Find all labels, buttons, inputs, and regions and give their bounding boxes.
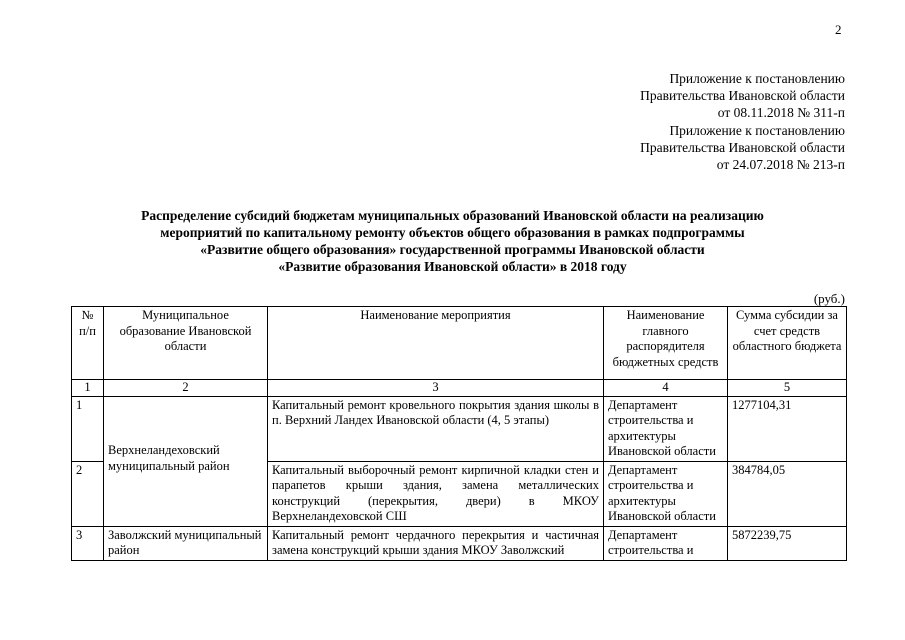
row-number: 1	[72, 396, 104, 461]
amount-cell: 384784,05	[728, 461, 847, 526]
table-row	[72, 396, 847, 461]
appendix-header-2	[640, 122, 845, 173]
appendix-line: от 24.07.2018 № 213-п	[716, 157, 845, 172]
column-number-row	[72, 380, 847, 397]
appendix-line: Правительства Ивановской области	[640, 88, 845, 103]
currency-unit: (руб.)	[813, 291, 845, 306]
row-number: 2	[72, 461, 104, 526]
document-title	[60, 207, 845, 275]
row-number: 3	[72, 526, 104, 560]
municipality-cell: Верхнеландеховский муниципальный район	[104, 396, 268, 526]
municipality-cell: Заволжский муниципальный район	[104, 526, 268, 560]
administrator-cell: Департамент строительства и архитектуры Ивановской области	[604, 396, 728, 461]
column-number: 4	[604, 380, 728, 397]
event-cell: Капитальный ремонт кровельного покрытия здания школы в п. Верхний Ландех Ивановской области (4, 5 этапы)	[268, 396, 604, 461]
header-amount: Сумма субсидии за счет средств областного бюджета	[728, 307, 847, 380]
appendix-line: Приложение к постановлению	[669, 71, 845, 86]
event-cell: Капитальный выборочный ремонт кирпичной кладки стен и парапетов крыши здания, замена металлических конструкций (перекрытия, двери) в МКОУ Верхнеландеховской СШ	[268, 461, 604, 526]
header-event: Наименование мероприятия	[268, 307, 604, 380]
header-administrator: Наименование главного распорядителя бюджетных средств	[604, 307, 728, 380]
appendix-line: Правительства Ивановской области	[640, 140, 845, 155]
subsidy-table	[71, 306, 847, 561]
event-cell: Капитальный ремонт чердачного перекрытия и частичная замена конструкций крыши здания МКОУ Заволжский	[268, 526, 604, 560]
column-number: 2	[104, 380, 268, 397]
amount-cell: 5872239,75	[728, 526, 847, 560]
table-row	[72, 526, 847, 560]
appendix-line: от 08.11.2018 № 311-п	[717, 105, 845, 120]
column-number: 5	[728, 380, 847, 397]
column-number: 1	[72, 380, 104, 397]
table-header-row	[72, 307, 847, 380]
title-line: «Развитие общего образования» государственной программы Ивановской области	[200, 242, 705, 257]
header-municipality: Муниципальное образование Ивановской области	[104, 307, 268, 380]
title-line: мероприятий по капитальному ремонту объектов общего образования в рамках подпрограммы	[160, 225, 745, 240]
appendix-line: Приложение к постановлению	[669, 123, 845, 138]
amount-cell: 1277104,31	[728, 396, 847, 461]
header-number: № п/п	[72, 307, 104, 380]
column-number: 3	[268, 380, 604, 397]
administrator-cell: Департамент строительства и	[604, 526, 728, 560]
administrator-cell: Департамент строительства и архитектуры Ивановской области	[604, 461, 728, 526]
page-number: 2	[835, 22, 842, 37]
title-line: «Развитие образования Ивановской области» в 2018 году	[278, 259, 627, 274]
appendix-header-1	[640, 70, 845, 121]
title-line: Распределение субсидий бюджетам муниципальных образований Ивановской области на реализацию	[141, 208, 764, 223]
